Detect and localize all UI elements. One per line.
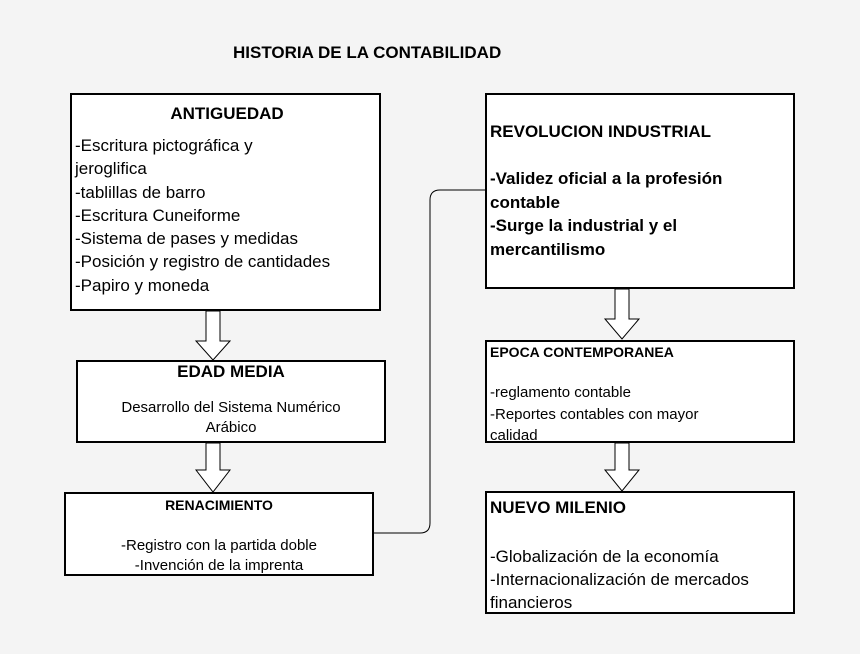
- diagram-title: HISTORIA DE LA CONTABILIDAD: [233, 43, 502, 62]
- box-line: -Globalización de la economía: [490, 547, 719, 566]
- box-body: [490, 167, 793, 261]
- box-nuevo-milenio: [485, 491, 795, 614]
- box-heading: REVOLUCION INDUSTRIAL: [490, 122, 711, 141]
- box-epoca-contemporanea: [485, 340, 795, 443]
- box-heading: RENACIMIENTO: [165, 497, 273, 513]
- box-body: [490, 545, 793, 614]
- box-revolucion-industrial: [485, 93, 795, 289]
- arrow-down-icon: [195, 443, 235, 493]
- box-heading: ANTIGUEDAD: [170, 104, 284, 123]
- box-line: -Escritura Cuneiforme: [75, 205, 241, 225]
- box-body: [66, 536, 372, 576]
- box-line: -Invención de la imprenta: [134, 557, 304, 574]
- box-body: [75, 134, 379, 297]
- box-line: financieros: [490, 593, 573, 612]
- box-line: Arábico: [205, 419, 257, 436]
- box-body: [78, 398, 384, 438]
- box-line: -Posición y registro de cantidades: [75, 252, 331, 272]
- box-line: -Escritura pictográfica y: [75, 136, 253, 155]
- box-line: -Papiro y moneda: [75, 275, 210, 295]
- box-line: -Surge la industrial y el: [490, 216, 678, 235]
- arrow-down-icon: [195, 311, 235, 361]
- box-line: jeroglifica: [75, 159, 147, 179]
- box-line: -reglamento contable: [490, 384, 631, 401]
- arrow-down-icon: [604, 289, 644, 341]
- box-body: [490, 382, 793, 443]
- box-line: -Validez oficial a la profesión: [490, 169, 723, 188]
- box-line: calidad: [490, 427, 538, 443]
- box-line: contable: [490, 192, 560, 212]
- box-line: -Sistema de pases y medidas: [75, 229, 298, 249]
- box-line: -Registro con la partida doble: [121, 537, 317, 554]
- arrow-down-icon: [604, 443, 644, 493]
- box-line: -tablillas de barro: [75, 182, 206, 202]
- box-edad-media: [76, 360, 386, 443]
- box-heading: EPOCA CONTEMPORANEA: [490, 344, 674, 360]
- box-line: Desarrollo del Sistema Numérico: [121, 399, 341, 416]
- box-renacimiento: [64, 492, 374, 576]
- box-line: mercantilismo: [490, 239, 606, 259]
- box-heading: NUEVO MILENIO: [490, 498, 627, 517]
- box-antiguedad: [70, 93, 381, 311]
- box-line: -Reportes contables con mayor: [490, 405, 699, 423]
- box-heading: EDAD MEDIA: [177, 362, 285, 381]
- box-line: -Internacionalización de mercados: [490, 570, 749, 589]
